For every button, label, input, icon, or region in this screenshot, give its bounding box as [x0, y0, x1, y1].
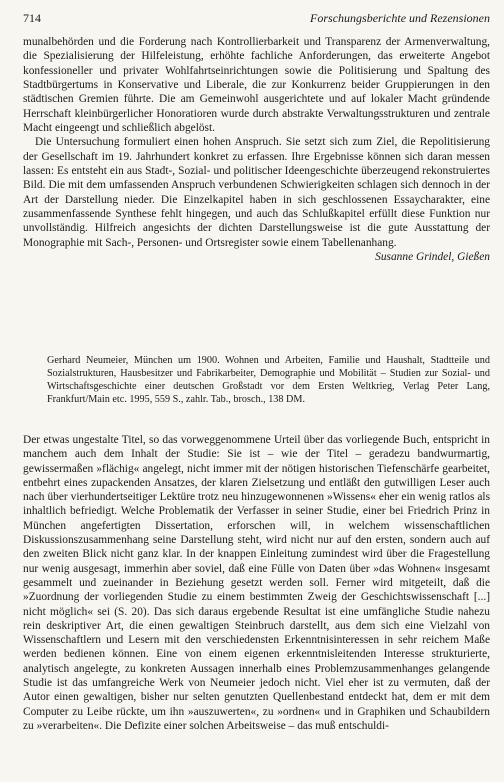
review-paragraph: Der etwas ungestalte Titel, so das vorweggenommene Urteil über das vorliegende Buch, entspricht in manchem auch dem Inhalt der Studie: Sie ist – wie der Titel – geradezu bandwurmartig, gewissermaßen »flächig« angelegt, nicht immer mit der nötigen historischen Tiefenschärfe gearbeitet, entbehrt eines zupackenden Ansatzes, der klaren Zielsetzung und entläßt den gutwilligen Leser auch nach über vierhundertseitiger Lektüre trotz neu hinzugewonnenen »Wissens« eher ein wenig ratlos als inhaltlich befriedigt. Welche Problematik der Verfasser in seiner Studie, einer bei Friedrich Prinz in München angefertigten Dissertation, erforschen will, in welchem wissenschaftlichen Diskussionszusammenhang seine Darstellung steht, wird nicht nur auf den ersten, sondern auch auf den zweiten Blick nicht ganz klar. In der knappen Einleitung zumindest wird über die Fragestellung nur wenig ausgesagt, immerhin aber soviel, daß eine Fülle von Daten über »das Wohnen« insgesamt gesammelt und zueinander in Beziehung gesetzt werden soll. Ferner wird mitgeteilt, daß die »Zuordnung der vorliegenden Studie zu einem bestimmten Zweig der Geschichtswissenschaft [...] nicht möglich« sei (S. 20). Das sich daraus ergebende Resultat ist eine umfängliche Studie nahezu rein deskriptiver Art, die einen gewaltigen Steinbruch darstellt, aus dem sich eine Vielzahl von Wissenschaftlern und Lesern mit den verschiedensten Erkenntnisinteressen in sehr reichem Maße werden bedienen können. Eine von einem eigenen erkenntnisleitenden Interesse strukturierte, analytisch angelegte, zu konkreten Aussagen innerhalb eines Problemzusammenhanges gelangende Studie ist das umfangreiche Werk von Neumeier jedoch nicht. Viel eher ist zu vermuten, daß der Autor einen gewaltigen, bisher nur selten genutzten Quellenbestand entdeckt hat, dem er mit dem Computer zu Leibe rückte, um ihn »auszuwerten«, zu »ordnen« und in Graphiken und Schaubildern zu »verarbeiten«. Die Defizite einer solchen Arbeitsweise – das muß entschuldi-: [23, 434, 490, 732]
bibliographic-entry: Gerhard Neumeier, München um 1900. Wohnen und Arbeiten, Familie und Haushalt, Stadtteile und Sozialstrukturen, Hausbesitzer und Fabrikarbeiter, Demographie und Mobilität – Studien zur Sozial- und Wirtschaftsgeschichte einer deutschen Großstadt vor dem Ersten Weltkrieg, Verlag Peter Lang, Frankfurt/Main etc. 1995, 559 S., zahlr. Tab., brosch., 138 DM.: [47, 355, 490, 406]
review-paragraph: Die Untersuchung formuliert einen hohen Anspruch. Sie setzt sich zum Ziel, die Repolitisierung der Gesellschaft im 19. Jahrhundert konkret zu erfassen. Ihre Ergebnisse können sich daran messen lassen: Es entsteht ein aus Stadt-, Sozial- und politischer Ideengeschichte überzeugend rekonstruiertes Bild. Die mit dem umfassenden Anspruch verbundenen Schwierigkeiten schlagen sich dennoch in der Art der Darstellung nieder. Die Einzelkapitel haben in sich geschlossenen Essaycharakter, eine zusammenfassende Synthese fehlt hingegen, und auch das Schlußkapitel erfüllt diese Funktion nur unvollständig. Hilfreich angesichts der dichten Darstellungsweise ist die gute Ausstattung der Monographie mit Sach-, Personen- und Ortsregister sowie einem Tabellenanhang.: [23, 136, 490, 249]
review-neumeier: [23, 433, 490, 733]
review-grindel-text: [23, 35, 490, 250]
review-grindel: [23, 35, 490, 265]
review-paragraph: munalbehörden und die Forderung nach Kontrollierbarkeit und Transparenz der Armenverwaltung, die Spezialisierung der Hilfeleistung, erhöhte fachliche Anforderungen, das erweiterte Angebot konfessioneller und privater Wohlfahrtseinrichtungen sowie die Politisierung und Spaltung des Stadtbürgertums in Konservative und Liberale, die zur Konkurrenz beider Gruppierungen in den städtischen Gremien führte. Die am Gemeinwohl ausgerichtete und auf lokaler Macht gründende Herrschaft kleinbürgerlicher Honoratioren wurde durch abstrakte Verwaltungsstrukturen und zentrale Macht eingeengt und schließlich abgelöst.: [23, 36, 490, 135]
section-title: Forschungsberichte und Rezensionen: [310, 11, 490, 25]
page-number: 714: [23, 11, 41, 25]
running-head: [23, 11, 490, 26]
reviewer-signature: Susanne Grindel, Gießen: [375, 251, 490, 264]
